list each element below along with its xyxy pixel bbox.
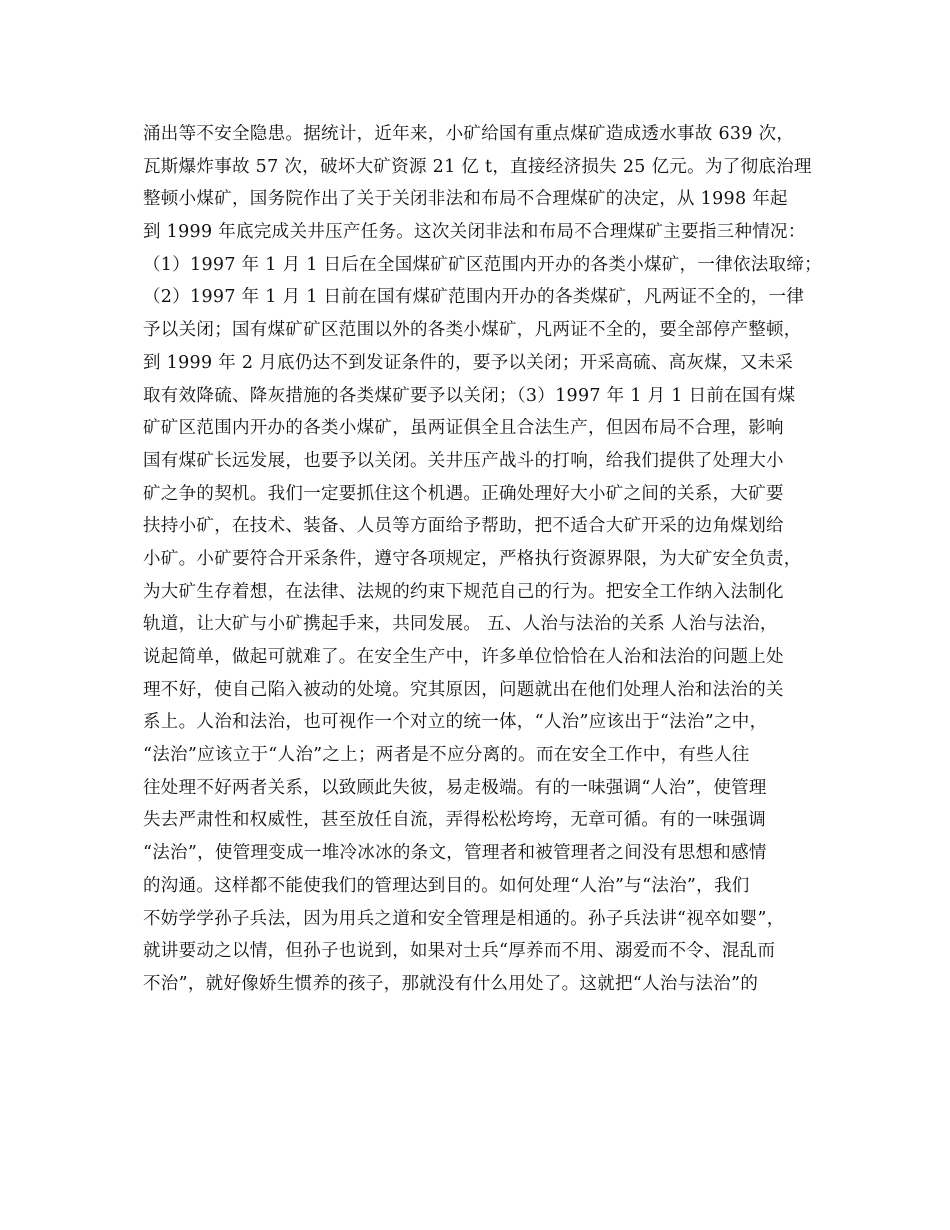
text-line: 国有煤矿长远发展，也要予以关闭。关井压产战斗的打响，给我们提供了处理大小: [143, 450, 784, 471]
text-line: “法治”应该立于“人治”之上；两者是不应分离的。而在安全工作中，有些人往: [143, 745, 750, 766]
text-line: （2）1997 年 1 月 1 日前在国有煤矿范围内开办的各类煤矿，凡两证不全的，一律: [143, 287, 805, 308]
text-line: 瓦斯爆炸事故 57 次，破坏大矿资源 21 亿 t，直接经济损失 25 亿元。为了彻底治理: [143, 156, 812, 177]
text-line: 轨道，让大矿与小矿携起手来，共同发展。 五、人治与法治的关系 人治与法治，: [143, 614, 778, 635]
text-line: 扶持小矿，在技术、装备、人员等方面给予帮助，把不适合大矿开采的边角煤划给: [143, 516, 784, 537]
text-line: 不妨学学孙子兵法，因为用兵之道和安全管理是相通的。孙子兵法讲“视卒如婴”，: [143, 908, 785, 929]
text-line: 矿之争的契机。我们一定要抓住这个机遇。正确处理好大小矿之间的关系，大矿要: [143, 483, 784, 504]
text-line: 往处理不好两者关系，以致顾此失彼，易走极端。有的一味强调“人治”，使管理: [143, 777, 767, 798]
text-line: 予以关闭；国有煤矿矿区范围以外的各类小煤矿，凡两证不全的，要全部停产整顿，: [143, 320, 802, 341]
text-line: 就讲要动之以情，但孙子也说到，如果对士兵“厚养而不用、溺爱而不令、混乱而: [143, 941, 776, 962]
text-line: 矿矿区范围内开办的各类小煤矿，虽两证俱全且合法生产，但因布局不合理，影响: [143, 418, 784, 439]
text-line: 失去严肃性和权威性，甚至放任自流，弄得松松垮垮，无章可循。有的一味强调: [143, 810, 766, 831]
text-line: 涌出等不安全隐患。据统计，近年来，小矿给国有重点煤矿造成透水事故 639 次，: [143, 124, 795, 144]
text-line: 理不好，使自己陷入被动的处境。究其原因，问题就出在他们处理人治和法治的关: [143, 679, 784, 700]
text-line: （1）1997 年 1 月 1 日后在全国煤矿矿区范围内开办的各类小煤矿，一律依法取缔；: [143, 254, 822, 275]
text-line: 为大矿生存着想，在法律、法规的约束下规范自己的行为。把安全工作纳入法制化: [143, 581, 784, 602]
text-line: 整顿小煤矿，国务院作出了关于关闭非法和布局不合理煤矿的决定，从 1998 年起: [143, 189, 788, 210]
text-line: 的沟通。这样都不能使我们的管理达到目的。如何处理“人治”与“法治”，我们: [143, 875, 750, 896]
text-line: 不治”，就好像娇生惯养的孩子，那就没有什么用处了。这就把“人治与法治”的: [143, 973, 759, 994]
text-line: 到 1999 年 2 月底仍达不到发证条件的，要予以关闭；开采高硫、高灰煤，又未采: [143, 352, 794, 373]
text-line: 小矿。小矿要符合开采条件，遵守各项规定，严格执行资源界限，为大矿安全负责，: [143, 548, 802, 569]
body-text: [143, 118, 823, 1001]
text-line: 到 1999 年底完成关井压产任务。这次关闭非法和布局不合理煤矿主要指三种情况：: [143, 222, 806, 243]
text-line: 说起简单，做起可就难了。在安全生产中，许多单位恰恰在人治和法治的问题上处: [143, 647, 784, 667]
text-line: “法治”，使管理变成一堆冷冰冰的条文，管理者和被管理者之间没有思想和感情: [143, 843, 767, 864]
text-line: 系上。人治和法治，也可视作一个对立的统一体，“人治”应该出于“法治”之中，: [143, 712, 768, 733]
text-line: 取有效降硫、降灰措施的各类煤矿要予以关闭；（3）1997 年 1 月 1 日前在国有煤: [143, 385, 796, 406]
